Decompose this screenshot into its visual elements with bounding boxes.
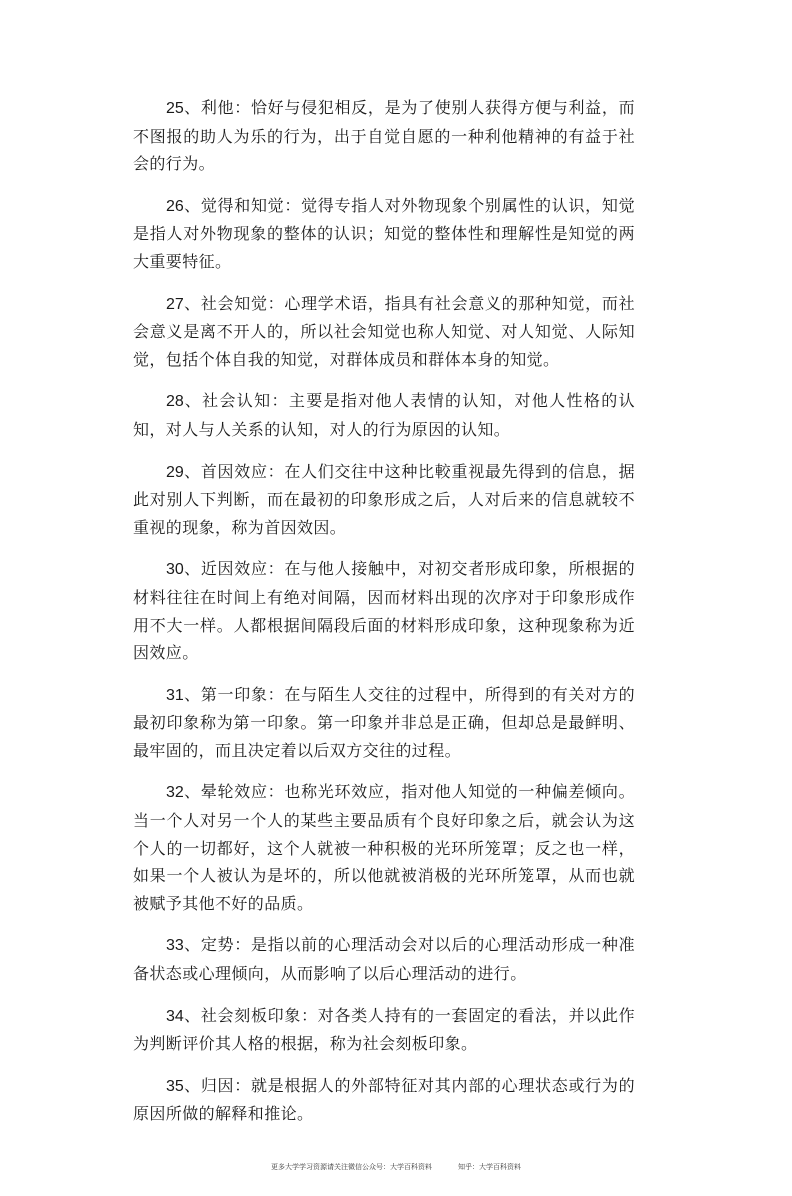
entry-number: 27 xyxy=(166,295,184,313)
entry-text: 、首因效应：在人们交往中这种比較重视最先得到的信息，据此对别人下判断，而在最初的印象形成之后，人对后来的信息就较不重视的现象，称为首因效因。 xyxy=(133,461,635,537)
entry-27 xyxy=(133,290,635,374)
entry-31 xyxy=(133,681,635,765)
entry-text: 、利他：恰好与侵犯相反，是为了使别人获得方便与利益，而不图报的助人为乐的行为，出于自觉自愿的一种利他精神的有益于社会的行为。 xyxy=(133,98,635,174)
entry-text: 、归因：就是根据人的外部特征对其内部的心理状态或行为的原因所做的解释和推论。 xyxy=(133,1075,635,1124)
entry-number: 34 xyxy=(166,1007,184,1025)
entry-number: 35 xyxy=(166,1077,184,1095)
entry-33 xyxy=(133,931,635,987)
entry-number: 28 xyxy=(166,393,184,411)
page-footer xyxy=(0,1142,792,1172)
entry-text: 、社会认知：主要是指对他人表情的认知，对他人性格的认知，对人与人关系的认知，对人的行为原因的认知。 xyxy=(133,391,635,439)
entry-32 xyxy=(133,778,635,917)
entry-text: 、定势：是指以前的心理活动会对以后的心理活动形成一种准备状态或心理倾向，从而影响了以后心理活动的进行。 xyxy=(133,935,635,984)
footer-zhihu-note: 知乎：大学百科资料 xyxy=(458,1163,521,1171)
entry-text: 、近因效应：在与他人接触中，对初交者形成印象，所根据的材料往往在时间上有绝对间隔，因而材料出现的次序对于印象形成作用不大一样。人都根据间隔段后面的材料形成印象，这种现象称为近因效应。 xyxy=(133,559,635,663)
entry-text: 、第一印象：在与陌生人交往的过程中，所得到的有关对方的最初印象称为第一印象。第一印象并非总是正确，但却总是最鲜明、最牢固的，而且决定着以后双方交往的过程。 xyxy=(133,684,635,760)
entry-text: 、晕轮效应：也称光环效应，指对他人知觉的一种偏差倾向。当一个人对另一个人的某些主要品质有个良好印象之后，就会认为这个人的一切都好，这个人就被一种积极的光环所笼罩；反之也一样，如果一个人被认为是坏的，所以他就被消极的光环所笼罩，从而也就被赋予其他不好的品质。 xyxy=(133,782,635,913)
entry-number: 25 xyxy=(166,100,184,117)
entry-number: 26 xyxy=(166,197,184,215)
entry-number: 32 xyxy=(166,784,184,802)
entry-text: 、社会知觉：心理学术语，指具有社会意义的那种知觉，而社会意义是离不开人的，所以社会知觉也称人知觉、对人知觉、人际知觉，包括个体自我的知觉，对群体成员和群体本身的知觉。 xyxy=(133,293,635,369)
entry-number: 30 xyxy=(166,561,184,579)
entry-28 xyxy=(133,387,635,443)
entry-number: 33 xyxy=(166,937,184,955)
entry-35 xyxy=(133,1072,635,1128)
entry-26 xyxy=(133,192,635,276)
entry-34 xyxy=(133,1002,635,1058)
document-body xyxy=(133,94,635,1142)
entry-number: 31 xyxy=(166,686,184,704)
entry-29 xyxy=(133,458,635,542)
entry-number: 29 xyxy=(166,463,184,481)
entry-25 xyxy=(133,94,635,178)
entry-text: 、社会刻板印象：对各类人持有的一套固定的看法，并以此作为判断评价其人格的根据，称为社会刻板印象。 xyxy=(133,1005,635,1054)
entry-30 xyxy=(133,555,635,666)
footer-wechat-note: 更多大学学习资源请关注微信公众号：大学百科资料 xyxy=(271,1163,432,1171)
entry-text: 、觉得和知觉：觉得专指人对外物现象个别属性的认识，知觉是指人对外物现象的整体的认识；知觉的整体性和理解性是知觉的两大重要特征。 xyxy=(133,195,635,271)
